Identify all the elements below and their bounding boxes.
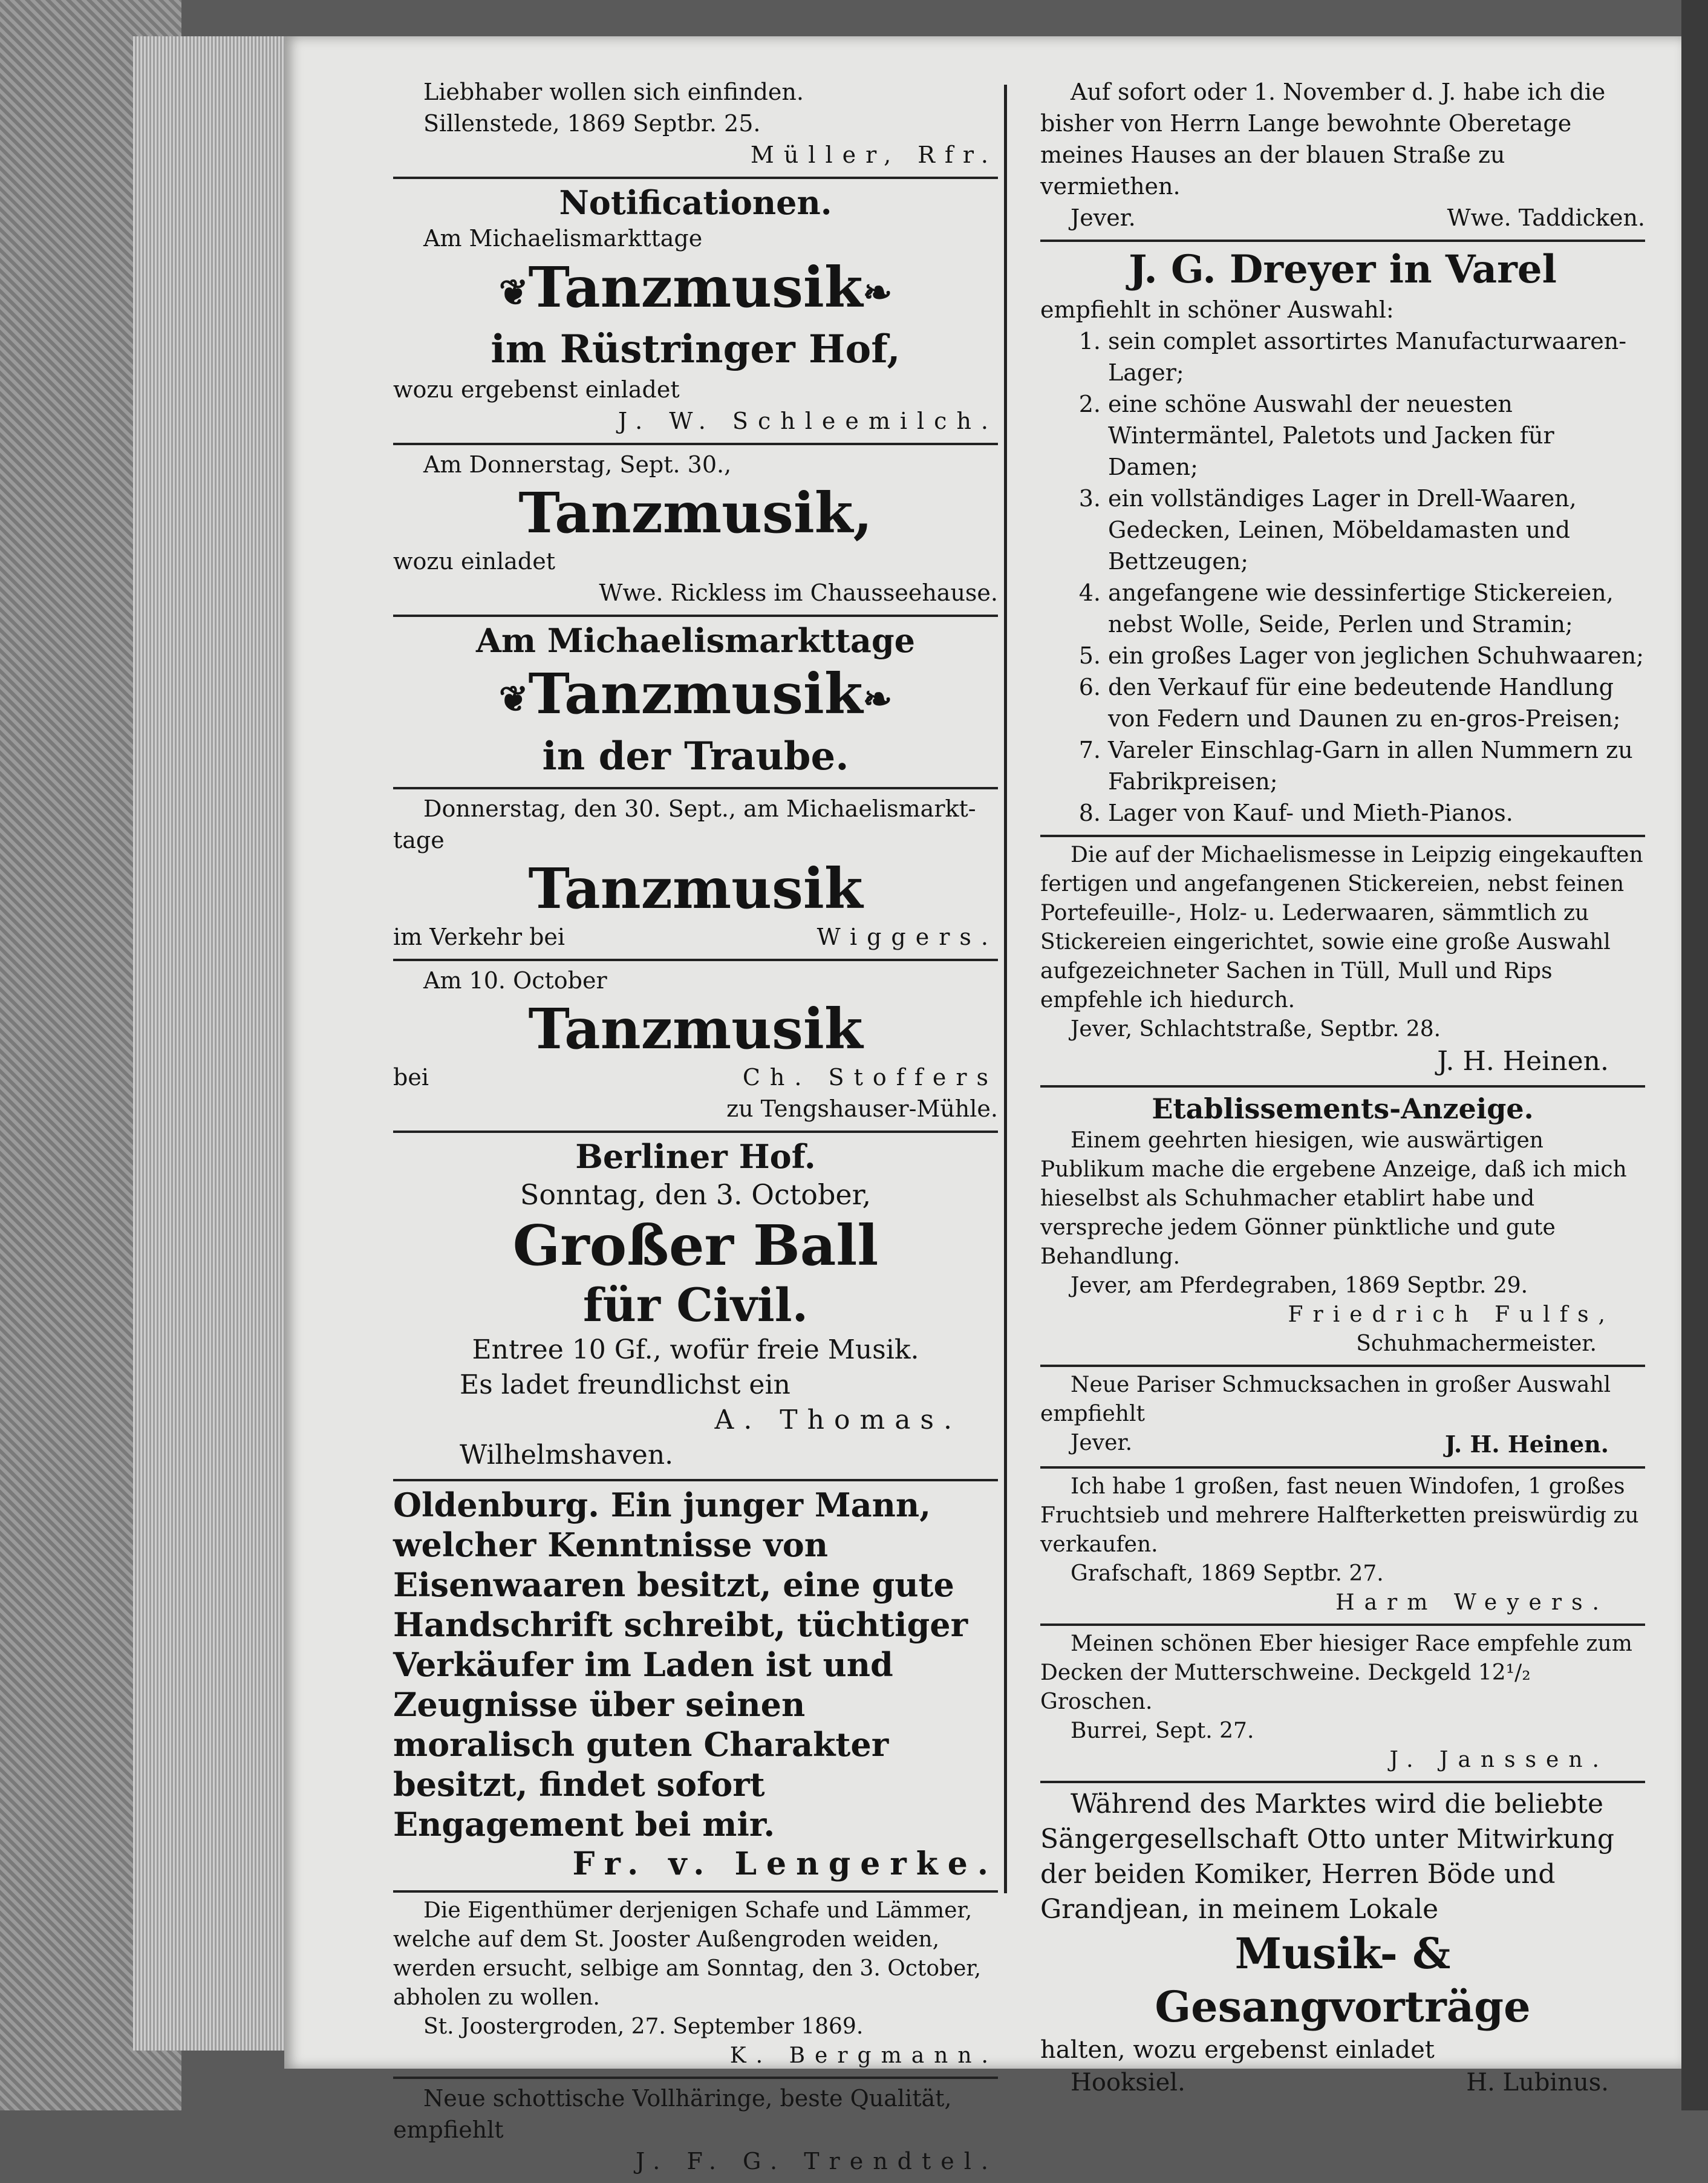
signature: K. Bergmann. xyxy=(729,2043,998,2068)
signature: J. H. Heinen. xyxy=(1444,1431,1609,1458)
list-item: 8. Lager von Kauf- und Mieth-Pianos. xyxy=(1078,800,1513,826)
ad-title: Großer Ball xyxy=(512,1212,879,1278)
ad-dreyer: J. G. Dreyer in Varel empfiehlt in schöner Auswahl: 1. sein complet assortirtes Manufacturwaaren-Lager; 2. eine schöne Auswahl der neuesten Wintermäntel, Paletots und Jacken für Damen; 3. ein vollständiges Lager in Drell-Waaren, Gedecken, Leinen, Möbeldamasten und Bettzeugen; 4. angefangene wie dessinfertige Stickereien, nebst Wolle, Seide, Perlen und Stramin; 5. ein großes Lager von jeglichen Schuhwaaren; 6. den Verkauf für eine bedeutende Handlung von Federn und Daunen zu en-gros-Preisen; 7. Vareler Einschlag-Garn in allen Nummern zu Fabrikpreisen; 8. Lager von Kauf- und Mieth-Pianos. xyxy=(1040,242,1645,837)
signature: Ch. Stoffers xyxy=(742,1063,998,1091)
ad-title: Tanzmusik xyxy=(528,996,863,1062)
list-item: 7. Vareler Einschlag-Garn in allen Nummern zu Fabrikpreisen; xyxy=(1078,737,1633,795)
ornament-icon: ❧ xyxy=(862,272,893,313)
signature: Müller, Rfr. xyxy=(750,142,998,168)
signature: Wwe. Rickless im Chausseehause. xyxy=(599,579,998,607)
left-column xyxy=(393,73,998,2183)
ad-lubinus: Während des Marktes wird die beliebte Sängergesellschaft Otto unter Mitwirkung der beiden Komiker, Herren Böde und Grandjean, in meinem Lokale Musik- & Gesangvorträge halten, wozu ergebenst einladet Hooksiel. H. Lubinus. xyxy=(1040,1783,1645,2105)
ornament-icon: ❧ xyxy=(862,678,893,720)
ad-wiggers: Donnerstag, den 30. Sept., am Michaelismarkt- tage Tanzmusik im Verkehr bei Wiggers. xyxy=(393,789,998,961)
ad-stoffers: Am 10. October Tanzmusik bei Ch. Stoffers zu Tengshauser-Mühle. xyxy=(393,961,998,1133)
ad-title: Tanzmusik xyxy=(528,255,863,320)
ad-berliner-hof: Berliner Hof. Sonntag, den 3. October, Großer Ball für Civil. Entree 10 Gf., wofür freie Musik. Es ladet freundlichst ein A. Thomas. Wilhelmshaven. xyxy=(393,1133,998,1481)
ad-schafe: Die Eigenthümer derjenigen Schafe und Lämmer, welche auf dem St. Jooster Außengroden weiden, werden ersucht, selbige am Sonntag, den 3. October, abholen zu wollen. St. Joostergroden, 27. September 1869. K. Bergmann. xyxy=(393,1893,998,2079)
ad-heinen-schmuck: Neue Pariser Schmucksachen in großer Auswahl empfiehlt Jever. J. H. Heinen. xyxy=(1040,1367,1645,1469)
signature: J. W. Schleemilch. xyxy=(618,408,998,435)
ad-title: Musik- & Gesangvorträge xyxy=(1155,1928,1531,2032)
signature: J. F. G. Trendtel. xyxy=(636,2147,998,2175)
ad-janssen: Meinen schönen Eber hiesiger Race empfehle zum Decken der Mutterschweine. Deckgeld 12¹/₂ Groschen. Burrei, Sept. 27. J. Janssen. xyxy=(1040,1626,1645,1783)
list-item: 6. den Verkauf für eine bedeutende Handlung von Federn und Daunen zu en-gros-Preisen; xyxy=(1078,674,1621,732)
ad-title: Tanzmusik xyxy=(528,855,863,921)
ornament-icon: ❦ xyxy=(498,678,529,720)
ad-sillenstede: Liebhaber wollen sich einfinden. Sillenstede, 1869 Septbr. 25. Müller, Rfr. xyxy=(393,73,998,179)
ornament-icon: ❦ xyxy=(498,272,529,313)
signature: J. H. Heinen. xyxy=(1437,1046,1609,1077)
list-item: 3. ein vollständiges Lager in Drell-Waaren, Gedecken, Leinen, Möbeldamasten und Bettzeugen; xyxy=(1078,485,1577,575)
ad-lengerke: Oldenburg. Ein junger Mann, welcher Kenntnisse von Eisenwaaren besitzt, eine gute Handschrift schreibt, tüchtiger Verkäufer im Laden ist und Zeugnisse über seinen moralisch guten Charakter besitzt, findet sofort Engagement bei mir. Fr. v. Lengerke. xyxy=(393,1481,998,1893)
ad-title: J. G. Dreyer in Varel xyxy=(1129,247,1557,292)
list-item: 5. ein großes Lager von jeglichen Schuhwaaren; xyxy=(1078,642,1644,669)
list-item: 4. angefangene wie dessinfertige Stickereien, nebst Wolle, Seide, Perlen und Stramin; xyxy=(1078,579,1614,638)
signature: H. Lubinus. xyxy=(1466,2069,1609,2097)
ad-etablissement: Etablissements-Anzeige. Einem geehrten hiesigen, wie auswärtigen Publikum mache die ergebene Anzeige, daß ich mich hieselbst als Schuhmacher etablirt habe und verspreche jedem Gönner pünktliche und gute Behandlung. Jever, am Pferdegraben, 1869 Septbr. 29. Friedrich Fulfs, Schuhmachermeister. xyxy=(1040,1088,1645,1367)
column-divider xyxy=(1004,85,1007,1893)
section-heading: Notificationen. xyxy=(559,183,832,222)
signature: Fr. v. Lengerke. xyxy=(572,1845,998,1882)
signature: Wwe. Taddicken. xyxy=(1447,204,1645,231)
signature: J. Janssen. xyxy=(1389,1747,1609,1772)
signature: Harm Weyers. xyxy=(1335,1590,1609,1615)
ad-heinen-stickereien: Die auf der Michaelismesse in Leipzig eingekauften fertigen und angefangenen Stickereien, nebst feinen Portefeuille-, Holz- u. Lederwaaren, sämmtlich zu Stickereien eingerichtet, sowie eine große Auswahl aufgezeichneter Sachen in Tüll, Mull und Rips empfehle ich hiedurch. Jever, Schlachtstraße, Septbr. 28. J. H. Heinen. xyxy=(1040,837,1645,1088)
item-list xyxy=(1040,325,1645,829)
list-item: 2. eine schöne Auswahl der neuesten Wintermäntel, Paletots und Jacken für Damen; xyxy=(1078,391,1554,480)
ad-traube: Am Michaelismarkttage ❦Tanzmusik❧ in der Traube. xyxy=(393,617,998,789)
ad-chausseehause: Am Donnerstag, Sept. 30., Tanzmusik, wozu einladet Wwe. Rickless im Chausseehause. xyxy=(393,445,998,617)
ad-title: Tanzmusik, xyxy=(518,480,873,546)
signature: Wiggers. xyxy=(817,923,998,950)
ad-weyers: Ich habe 1 großen, fast neuen Windofen, 1 großes Fruchtsieb und mehrere Halfterketten preiswürdig zu verkaufen. Grafschaft, 1869 Septbr. 27. Harm Weyers. xyxy=(1040,1469,1645,1626)
ad-rustringer-hof: Notificationen. Am Michaelismarkttage ❦Tanzmusik❧ im Rüstringer Hof, wozu ergebenst einladet J. W. Schleemilch. xyxy=(393,179,998,445)
signature: A. Thomas. xyxy=(714,1404,962,1435)
list-item: 1. sein complet assortirtes Manufacturwaaren-Lager; xyxy=(1078,328,1627,386)
right-column xyxy=(1040,73,1645,2105)
ad-trendtel: Neue schottische Vollhäringe, beste Qualität, empfiehlt J. F. G. Trendtel. xyxy=(393,2079,998,2183)
signature: Friedrich Fulfs, xyxy=(1288,1302,1615,1327)
ad-title: Etablissements-Anzeige. xyxy=(1152,1092,1534,1125)
ad-taddicken: Auf sofort oder 1. November d. J. habe ich die bisher von Herrn Lange bewohnte Oberetage meines Hauses an der blauen Straße zu vermiethen. Jever. Wwe. Taddicken. xyxy=(1040,73,1645,242)
background-right xyxy=(1681,0,1708,2110)
ad-title: Tanzmusik xyxy=(528,661,863,727)
